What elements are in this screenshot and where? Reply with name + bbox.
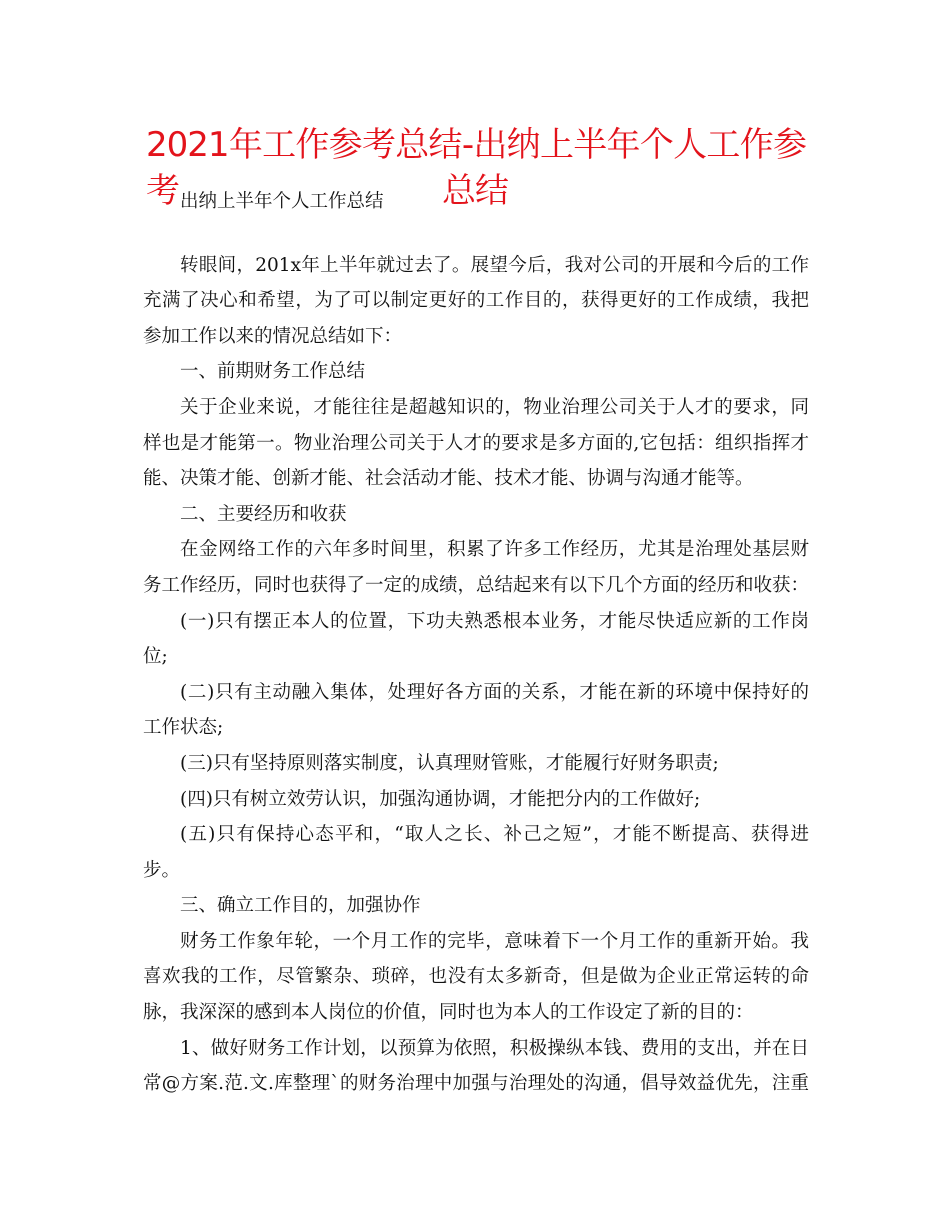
list-item-line: 位; <box>143 646 168 668</box>
paragraph-line: 1、做好财务工作计划，以预算为依照，积极操纵本钱、费用的支出，并在日 <box>180 1037 809 1059</box>
paragraph-line: 财务工作象年轮，一个月工作的完毕，意味着下一个月工作的重新开始。我 <box>180 930 809 952</box>
paragraph-line: 在金网络工作的六年多时间里，积累了许多工作经历，尤其是治理处基层财 <box>180 539 809 561</box>
list-item-line: (四)只有树立效劳认识，加强沟通协调，才能把分内的工作做好; <box>180 788 701 810</box>
list-item-line: (五)只有保持心态平和，“取人之长、补己之短”，才能不断提高、获得进 <box>180 824 809 846</box>
paragraph-line: 转眼间，201x年上半年就过去了。展望今后，我对公司的开展和今后的工作 <box>180 254 809 276</box>
subtitle: 出纳上半年个人工作总结 <box>180 191 384 212</box>
list-item-line: (二)只有主动融入集体，处理好各方面的关系，才能在新的环境中保持好的 <box>180 681 809 703</box>
section-heading: 二、主要经历和收获 <box>180 503 347 525</box>
paragraph-line: 喜欢我的工作，尽管繁杂、琐碎，也没有太多新奇，但是做为企业正常运转的命 <box>143 966 809 988</box>
document-body <box>143 184 809 1102</box>
section-heading: 一、前期财务工作总结 <box>180 361 366 383</box>
document-title-line-1: 2021年工作参考总结-出纳上半年个人工作参考 <box>146 125 806 211</box>
paragraph-line: 关于企业来说，才能往往是超越知识的，物业治理公司关于人才的要求，同 <box>180 396 809 418</box>
paragraph-line: 充满了决心和希望，为了可以制定更好的工作目的，获得更好的工作成绩，我把 <box>143 290 809 312</box>
paragraph-line: 参加工作以来的情况总结如下： <box>143 325 403 347</box>
paragraph-line: 样也是才能第一。物业治理公司关于人才的要求是多方面的,它包括：组织指挥才 <box>143 432 809 454</box>
document-title-line-2: 总结 <box>442 171 508 211</box>
paragraph-line: 脉，我深深的感到本人岗位的价值，同时也为本人的工作设定了新的目的： <box>143 1002 754 1024</box>
list-item-line: (三)只有坚持原则落实制度，认真理财管账，才能履行好财务职责; <box>180 752 719 774</box>
paragraph-line: 能、决策才能、创新才能、社会活动才能、技术才能、协调与沟通才能等。 <box>143 468 754 490</box>
section-heading: 三、确立工作目的，加强协作 <box>180 895 421 917</box>
paragraph-line: 务工作经历，同时也获得了一定的成绩，总结起来有以下几个方面的经历和收获： <box>143 574 810 596</box>
list-item-line: 步。 <box>143 859 181 881</box>
list-item-line: (一)只有摆正本人的位置，下功夫熟悉根本业务，才能尽快适应新的工作岗 <box>180 610 809 632</box>
list-item-line: 工作状态; <box>143 717 224 739</box>
paragraph-line: 常@方案.范.文.库整理`的财务治理中加强与治理处的沟通，倡导效益优先，注重 <box>143 1073 809 1095</box>
